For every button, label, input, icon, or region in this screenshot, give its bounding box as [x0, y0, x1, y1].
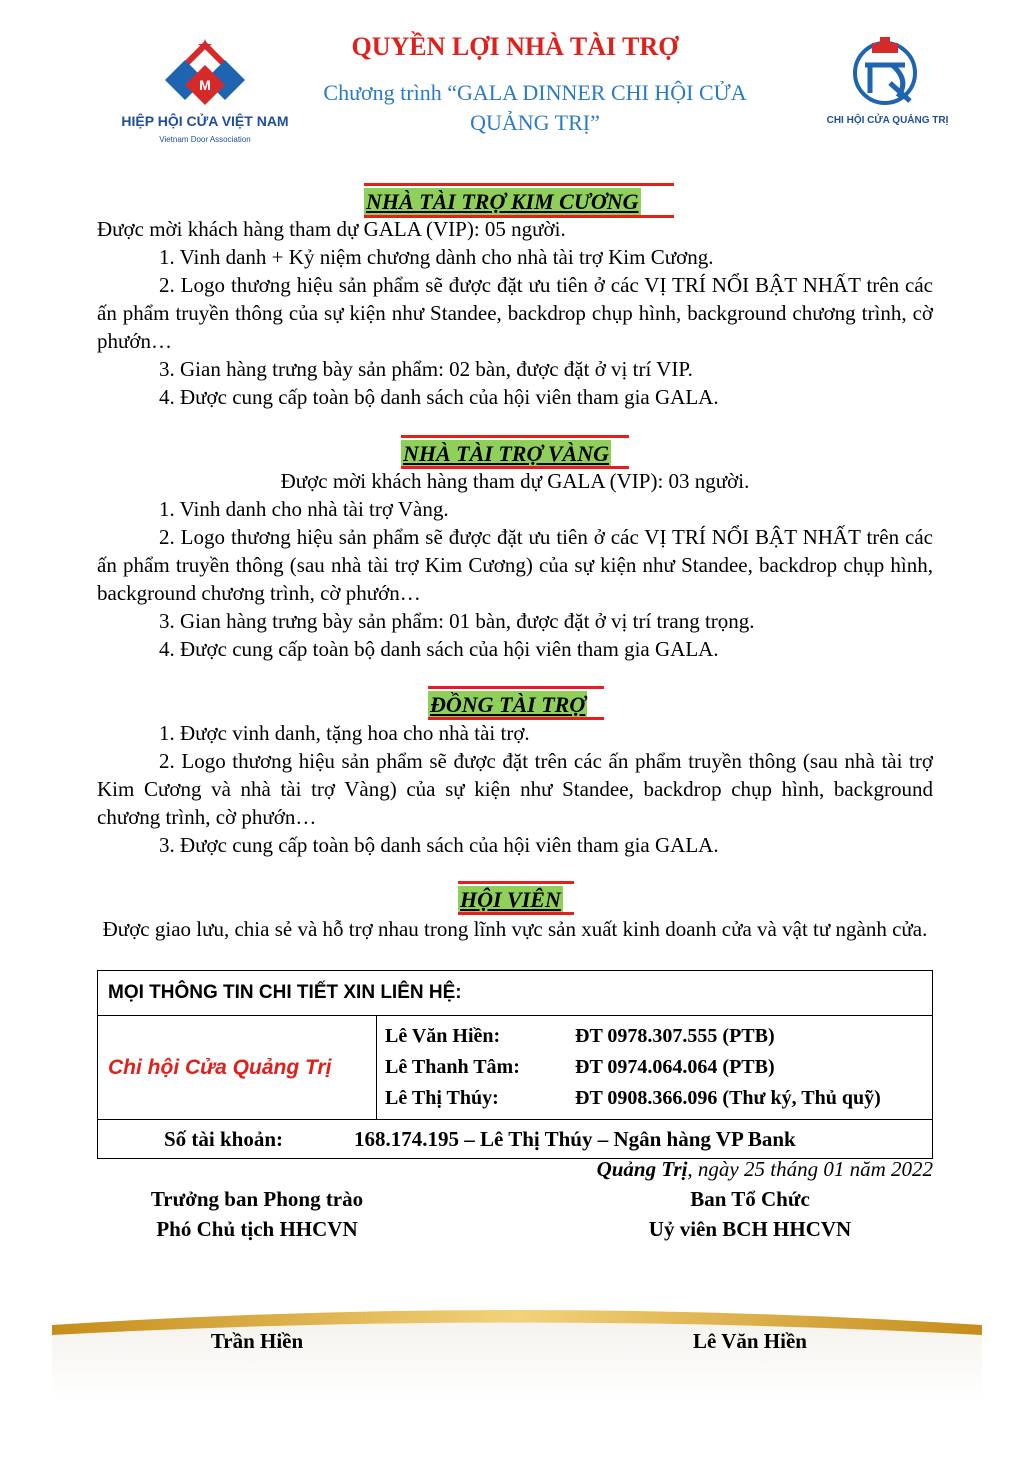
- contact-person-phone: ĐT 0978.307.555 (PTB): [575, 1025, 775, 1047]
- member-text: Được giao lưu, chia sẻ và hỗ trợ nhau trong lĩnh vực sản xuất kinh doanh cửa và vật tư ngành cửa.: [102, 917, 928, 941]
- date-line: [400, 1155, 933, 1183]
- right-signature-title-2: Uỷ viên BCH HHCVN: [648, 1217, 852, 1241]
- heading-accent-line: [428, 686, 604, 689]
- left-logo-subtext: Vietnam Door Association: [159, 135, 251, 144]
- contact-caption: MỌI THÔNG TIN CHI TIẾT XIN LIÊN HỆ:: [98, 971, 933, 1016]
- member-heading: HỘI VIÊN: [460, 887, 561, 912]
- right-logo-text: CHI HỘI CỬA QUẢNG TRỊ: [826, 115, 949, 126]
- diamond-intro: Được mời khách hàng tham dự GALA (VIP): 05 người.: [97, 217, 566, 241]
- diamond-item-4: 4. Được cung cấp toàn bộ danh sách của hội viên tham gia GALA.: [159, 385, 719, 409]
- contact-person-row: [385, 1083, 924, 1114]
- contact-organization: Chi hội Cửa Quảng Trị: [98, 1016, 377, 1120]
- diamond-item-2: 2. Logo thương hiệu sản phẩm sẽ được đặt ưu tiên ở các VỊ TRÍ NỔI BẬT NHẤT trên các ấn phẩm truyền thông của sự kiện như Standee, backdrop chụp hình, background chương trình, cờ phướn…: [97, 273, 933, 353]
- diamond-heading: NHÀ TÀI TRỢ KIM CƯƠNG: [366, 189, 639, 214]
- right-signature-title-1: Ban Tổ Chức: [690, 1187, 810, 1211]
- gold-item-3: 3. Gian hàng trưng bày sản phẩm: 01 bàn, được đặt ở vị trí trang trọng.: [159, 609, 755, 633]
- contact-person-name: Lê Thị Thúy:: [385, 1087, 499, 1109]
- svg-text:M: M: [199, 77, 211, 93]
- contact-person-row: [385, 1052, 924, 1083]
- heading-accent-line: [458, 881, 574, 884]
- co-sponsor-item-3: 3. Được cung cấp toàn bộ danh sách của hội viên tham gia GALA.: [159, 833, 719, 857]
- heading-accent-line: [401, 435, 629, 438]
- contact-person-phone: ĐT 0974.064.064 (PTB): [575, 1056, 775, 1078]
- left-signer-name: Trần Hiền: [210, 1329, 304, 1353]
- left-signature-block: [97, 1184, 417, 1244]
- diamond-item-3: 3. Gian hàng trưng bày sản phẩm: 02 bàn, được đặt ở vị trí VIP.: [159, 357, 693, 381]
- contact-person-name: Lê Thanh Tâm:: [385, 1056, 520, 1078]
- gold-item-2: 2. Logo thương hiệu sản phẩm sẽ được đặt ưu tiên ở các VỊ TRÍ NỔI BẬT NHẤT trên các ấn phẩm truyền thông (sau nhà tài trợ Kim Cương) của sự kiện như Standee, backdrop chụp hình, background chương trình, cờ phướn…: [97, 525, 933, 605]
- co-sponsor-item-2: 2. Logo thương hiệu sản phẩm sẽ được đặt trên các ấn phẩm truyền thông (sau nhà tài trợ Kim Cương và nhà tài trợ Vàng) của sự kiện như Standee, backdrop chụp hình, background chương trình, cờ phướn…: [97, 749, 933, 829]
- left-signature-title-2: Phó Chủ tịch HHCVN: [156, 1217, 358, 1241]
- bank-account-label: Số tài khoản:: [164, 1126, 284, 1151]
- left-logo-text: HIỆP HỘI CỬA VIỆT NAM: [121, 113, 289, 129]
- page-title: QUYỀN LỢI NHÀ TÀI TRỢ: [351, 32, 679, 61]
- gold-heading: NHÀ TÀI TRỢ VÀNG: [403, 441, 609, 466]
- date-place: Quảng Trị: [596, 1157, 688, 1181]
- contact-person-name: Lê Văn Hiền:: [385, 1025, 501, 1047]
- bank-account-value: 168.174.195 – Lê Thị Thúy – Ngân hàng VP Bank: [354, 1126, 796, 1151]
- vietnam-door-association-logo: [121, 35, 289, 155]
- co-sponsor-heading: ĐỒNG TÀI TRỢ: [430, 692, 586, 717]
- gold-item-1: 1. Vinh danh cho nhà tài trợ Vàng.: [159, 497, 449, 521]
- subtitle-line-1: Chương trình “GALA DINNER CHI HỘI CỬA: [323, 80, 747, 105]
- gold-intro: Được mời khách hàng tham dự GALA (VIP): 03 người.: [280, 469, 750, 493]
- quang-tri-chapter-logo: [820, 35, 955, 135]
- contact-person-phone: ĐT 0908.366.096 (Thư ký, Thủ quỹ): [575, 1087, 881, 1109]
- chapter-emblem-icon: [820, 35, 955, 115]
- page-subtitle: [280, 78, 790, 138]
- right-signer-name: Lê Văn Hiền: [693, 1329, 807, 1353]
- contact-table: [97, 970, 933, 1159]
- bank-account-row: [98, 1120, 933, 1159]
- right-signature-block: [590, 1184, 910, 1244]
- gold-item-4: 4. Được cung cấp toàn bộ danh sách của hội viên tham gia GALA.: [159, 637, 719, 661]
- subtitle-line-2: QUẢNG TRỊ”: [470, 110, 600, 135]
- contact-people: [377, 1016, 933, 1120]
- contact-person-row: [385, 1021, 924, 1052]
- diamond-item-1: 1. Vinh danh + Kỷ niệm chương dành cho nhà tài trợ Kim Cương.: [159, 245, 714, 269]
- co-sponsor-item-1: 1. Được vinh danh, tặng hoa cho nhà tài trợ.: [159, 721, 530, 745]
- left-signature-title-1: Trưởng ban Phong trào: [150, 1187, 364, 1211]
- heading-accent-line: [364, 183, 674, 186]
- date-rest: , ngày 25 tháng 01 năm 2022: [687, 1157, 933, 1181]
